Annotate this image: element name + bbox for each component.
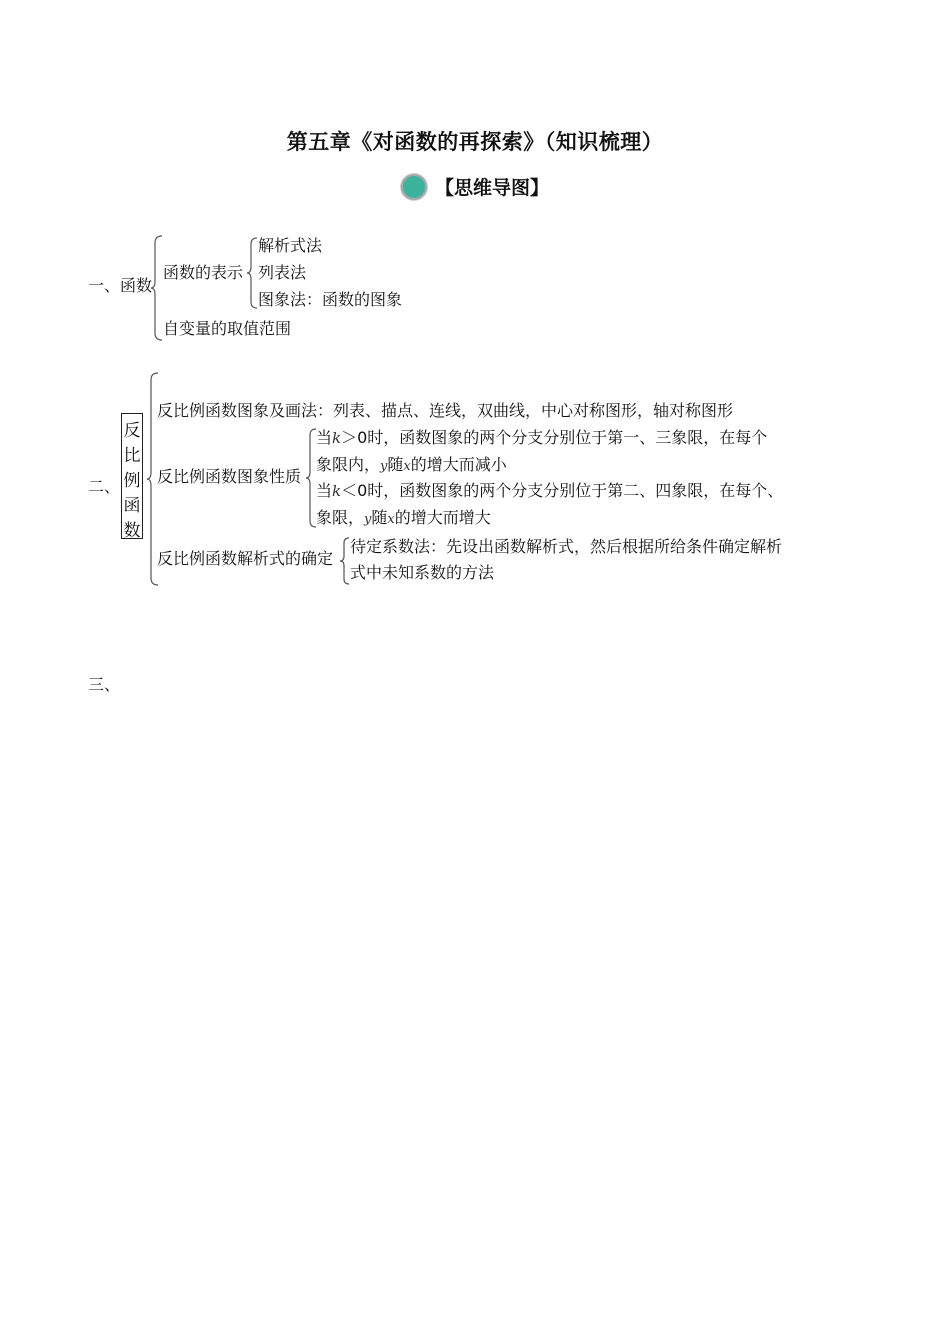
property-k-negative-line2: 象限，y随x的增大而增大 (316, 508, 491, 527)
section3-label: 三、 (88, 675, 121, 694)
method-table: 列表法 (258, 263, 307, 282)
item-graph-drawing: 反比例函数图象及画法：列表、描点、连线，双曲线，中心对称图形，轴对称图形 (157, 401, 734, 420)
method-undetermined-coefficients-line1: 待定系数法：先设出函数解析式，然后根据所给条件确定解析 (350, 537, 783, 556)
box-char: 例 (123, 471, 141, 491)
var-k: k (332, 429, 342, 447)
section1-label: 一、函数 (88, 276, 153, 295)
property-k-negative-line1: 当k＜0时，函数图象的两个分支分别位于第二、四象限，在每个、 (316, 481, 784, 500)
property-k-positive-line1: 当k＞0时，函数图象的两个分支分别位于第一、三象限，在每个 (316, 428, 768, 447)
circle-bullet-icon (401, 174, 427, 200)
box-char: 反 (123, 421, 141, 441)
subtitle: 【思维导图】 (434, 177, 549, 199)
item-graph-properties: 反比例函数图象性质 (157, 467, 302, 486)
inverse-function-box (121, 413, 143, 539)
item-analytic-determination: 反比例函数解析式的确定 (157, 549, 334, 568)
box-char: 比 (123, 446, 141, 466)
section2-label: 二、 (88, 477, 121, 496)
property-k-positive-line2: 象限内，y随x的增大而减小 (316, 455, 507, 474)
section1-branch-domain: 自变量的取值范围 (163, 319, 292, 338)
page-title: 第五章《对函数的再探索》（知识梳理） (286, 130, 664, 154)
box-char: 数 (123, 521, 141, 541)
method-graph: 图象法：函数的图象 (258, 290, 403, 309)
subtitle-row (0, 173, 950, 200)
section1-brace (150, 235, 164, 341)
box-char: 函 (123, 496, 141, 516)
var-k: k (332, 482, 342, 500)
var-y: y (364, 512, 372, 527)
section1-branch-representation: 函数的表示 (163, 263, 244, 282)
var-x: x (403, 459, 411, 474)
method-undetermined-coefficients-line2: 式中未知系数的方法 (350, 563, 495, 582)
var-x: x (387, 512, 395, 527)
var-y: y (380, 459, 388, 474)
method-analytic: 解析式法 (258, 236, 323, 255)
